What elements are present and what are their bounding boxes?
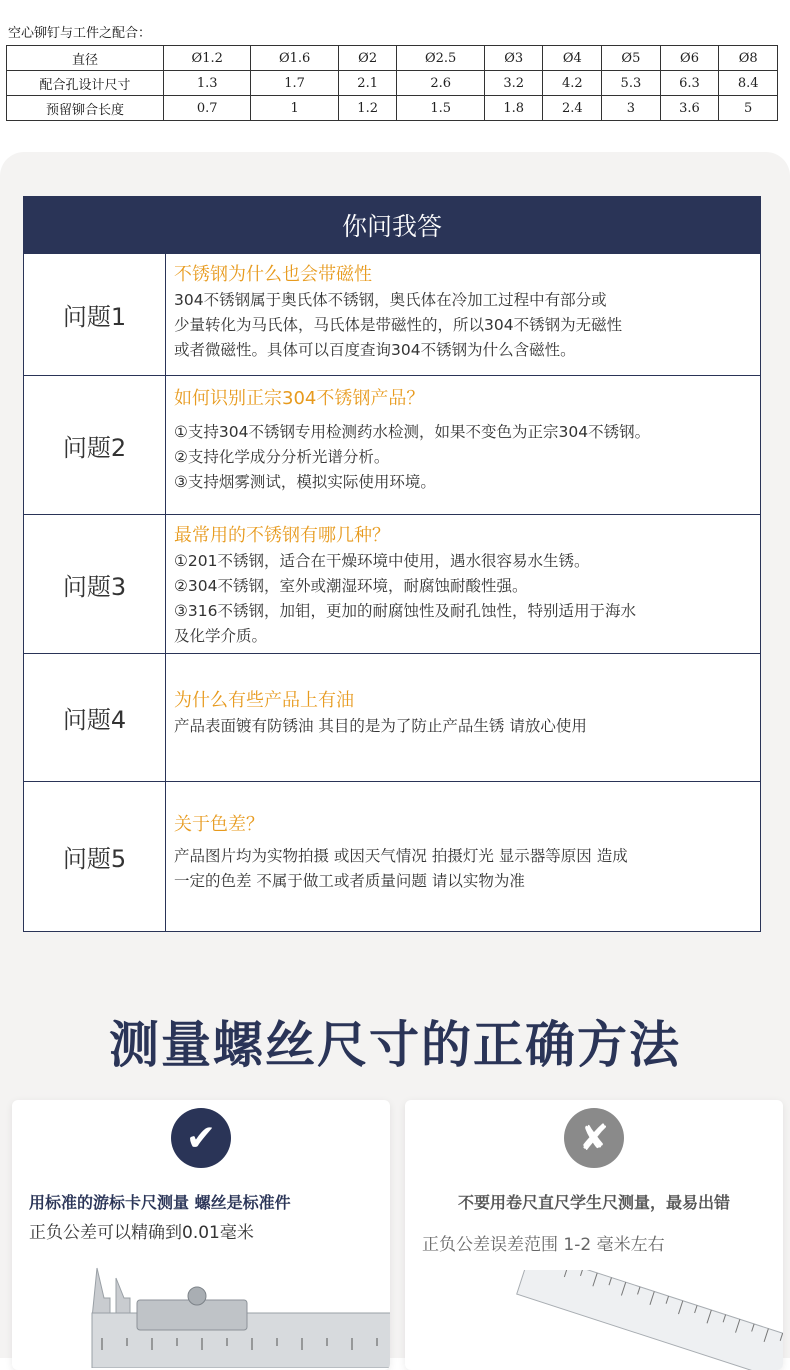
correct-method-card: [12, 1100, 390, 1370]
spec-table-title: 空心铆钉与工件之配合：: [8, 26, 152, 41]
qa-question-number: 问题5: [24, 782, 166, 931]
spec-cell: 2.4: [543, 96, 602, 121]
spec-cell: 0.7: [164, 96, 251, 121]
spec-header-label: 直径: [7, 46, 164, 71]
spec-cell: 1: [251, 96, 338, 121]
qa-question-number: 问题4: [24, 654, 166, 781]
spec-cell: 5: [719, 96, 778, 121]
spec-col-header: Ø2: [338, 46, 397, 71]
spec-col-header: Ø4: [543, 46, 602, 71]
spec-row-hole-size: [7, 71, 778, 96]
spec-col-header: Ø6: [660, 46, 719, 71]
qa-row: [24, 781, 760, 931]
ruler-image: [495, 1270, 783, 1370]
spec-cell: 3.6: [660, 96, 719, 121]
qa-question: 最常用的不锈钢有哪几种？: [174, 525, 390, 546]
spec-cell: 1.5: [397, 96, 484, 121]
qa-body: [166, 654, 760, 781]
spec-header-row: [7, 46, 778, 71]
spec-cell: 3: [602, 96, 661, 121]
spec-row-rivet-length: [7, 96, 778, 121]
qa-question: 不锈钢为什么也会带磁性: [174, 264, 372, 285]
spec-cell: 5.3: [602, 71, 661, 96]
qa-answer-line: ①201不锈钢，适合在干燥环境中使用，遇水很容易水生锈。: [174, 552, 590, 570]
spec-cell: 6.3: [660, 71, 719, 96]
spec-cell: 3.2: [484, 71, 543, 96]
qa-answer-line: 产品表面镀有防锈油 其目的是为了防止产品生锈 请放心使用: [174, 717, 587, 735]
qa-question: 为什么有些产品上有油: [174, 690, 354, 711]
qa-answer-line: ②支持化学成分分析光谱分析。: [174, 448, 390, 466]
spec-col-header: Ø1.6: [251, 46, 338, 71]
qa-answer-line: 304不锈钢属于奥氏体不锈钢，奥氏体在冷加工过程中有部分或: [174, 291, 607, 309]
spec-col-header: Ø1.2: [164, 46, 251, 71]
qa-question: 如何识别正宗304不锈钢产品？: [174, 388, 425, 409]
vernier-caliper-image: [52, 1258, 390, 1368]
qa-answer-line: ②304不锈钢，室外或潮湿环境，耐腐蚀耐酸性强。: [174, 577, 528, 595]
qa-question-number: 问题1: [24, 254, 166, 375]
measure-title: 测量螺丝尺寸的正确方法: [109, 1016, 681, 1074]
qa-question-number: 问题3: [24, 515, 166, 653]
spec-col-header: Ø8: [719, 46, 778, 71]
spec-row-label: 配合孔设计尺寸: [7, 71, 164, 96]
spec-col-header: Ø5: [602, 46, 661, 71]
spec-cell: 8.4: [719, 71, 778, 96]
cross-icon: ✘: [564, 1108, 624, 1168]
qa-table: [23, 196, 761, 932]
qa-row: [24, 375, 760, 514]
qa-question-number: 问题2: [24, 376, 166, 514]
qa-answer-line: ①支持304不锈钢专用检测药水检测，如果不变色为正宗304不锈钢。: [174, 423, 651, 441]
spec-row-label: 预留铆合长度: [7, 96, 164, 121]
qa-answer-line: 少量转化为马氏体，马氏体是带磁性的，所以304不锈钢为无磁性: [174, 316, 623, 334]
wrong-method-tolerance: 正负公差误差范围 1-2 毫米左右: [422, 1235, 665, 1255]
wrong-method-heading: 不要用卷尺直尺学生尺测量，最易出错: [457, 1193, 730, 1212]
correct-method-heading: 用标准的游标卡尺测量 螺丝是标准件: [29, 1193, 291, 1212]
qa-body: [166, 376, 760, 514]
spec-col-header: Ø2.5: [397, 46, 484, 71]
qa-body: [166, 515, 760, 653]
spec-cell: 4.2: [543, 71, 602, 96]
spec-col-header: Ø3: [484, 46, 543, 71]
qa-row: [24, 253, 760, 375]
qa-row: [24, 653, 760, 781]
qa-answer-line: ③支持烟雾测试，模拟实际使用环境。: [174, 473, 436, 491]
spec-cell: 1.7: [251, 71, 338, 96]
qa-question: 关于色差？: [174, 814, 264, 835]
qa-body: [166, 782, 760, 931]
check-icon: ✔: [171, 1108, 231, 1168]
qa-answer-line: 产品图片均为实物拍摄 或因天气情况 拍摄灯光 显示器等原因 造成: [174, 847, 628, 865]
spec-cell: 2.1: [338, 71, 397, 96]
spec-cell: 2.6: [397, 71, 484, 96]
qa-row: [24, 514, 760, 653]
spec-table: [6, 45, 778, 121]
qa-answer-line: 一定的色差 不属于做工或者质量问题 请以实物为准: [174, 872, 525, 890]
qa-answer-line: 及化学介质。: [174, 627, 268, 645]
qa-answer-line: 或者微磁性。具体可以百度查询304不锈钢为什么含磁性。: [174, 341, 576, 359]
spec-cell: 1.2: [338, 96, 397, 121]
spec-cell: 1.3: [164, 71, 251, 96]
qa-body: [166, 254, 760, 375]
correct-method-tolerance: 正负公差可以精确到0.01毫米: [29, 1223, 254, 1243]
wrong-method-card: [405, 1100, 783, 1370]
qa-answer-line: ③316不锈钢，加钼，更加的耐腐蚀性及耐孔蚀性，特别适用于海水: [174, 602, 636, 620]
qa-header: 你问我答: [24, 197, 760, 253]
spec-cell: 1.8: [484, 96, 543, 121]
